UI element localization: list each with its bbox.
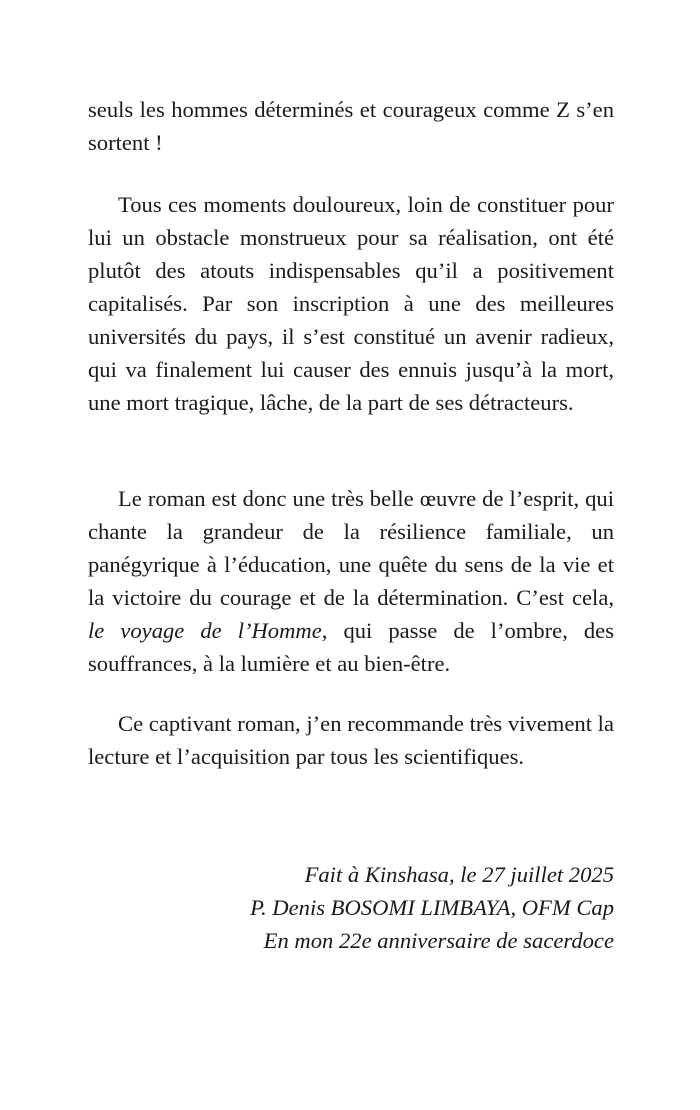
paragraph-2: Tous ces moments douloureux, loin de constituer pour lui un obstacle monstrueux pour sa réalisation, ont été plutôt des atouts indispensables qu’il a positivement capitalisés. Par son inscription à une des meilleures universités du pays, il s’est constitué un avenir radieux, qui va finalement lui causer des ennuis jusqu’à la mort, une mort tragique, lâche, de la part de ses détracteurs. xyxy=(88,192,614,415)
book-title-italic: le voyage de l’Homme xyxy=(88,618,322,643)
paragraph-3-text-start: Le roman est donc une très belle œuvre de l’esprit, qui chante la grandeur de la résilience familiale, un panégyrique à l’éducation, une quête du sens de la vie et la victoire du courage et de la détermination. C’est cela, xyxy=(88,486,614,610)
paragraph-3-text-end: , qui passe de l’ombre, des souffrances, à la lumière et au bien-être. xyxy=(88,618,614,676)
document-page xyxy=(88,0,614,1110)
paragraph-3 xyxy=(88,482,614,680)
signature-block xyxy=(88,858,614,957)
signature-author: P. Denis BOSOMI LIMBAYA, OFM Cap xyxy=(250,895,614,920)
paragraph-1: seuls les hommes déterminés et courageux comme Z s’en sortent ! xyxy=(88,97,614,155)
paragraph-4: Ce captivant roman, j’en recommande très vivement la lecture et l’acquisition par tous les scientifiques. xyxy=(88,711,614,769)
signature-occasion: En mon 22e anniversaire de sacerdoce xyxy=(263,928,614,953)
signature-place-date: Fait à Kinshasa, le 27 juillet 2025 xyxy=(304,862,614,887)
